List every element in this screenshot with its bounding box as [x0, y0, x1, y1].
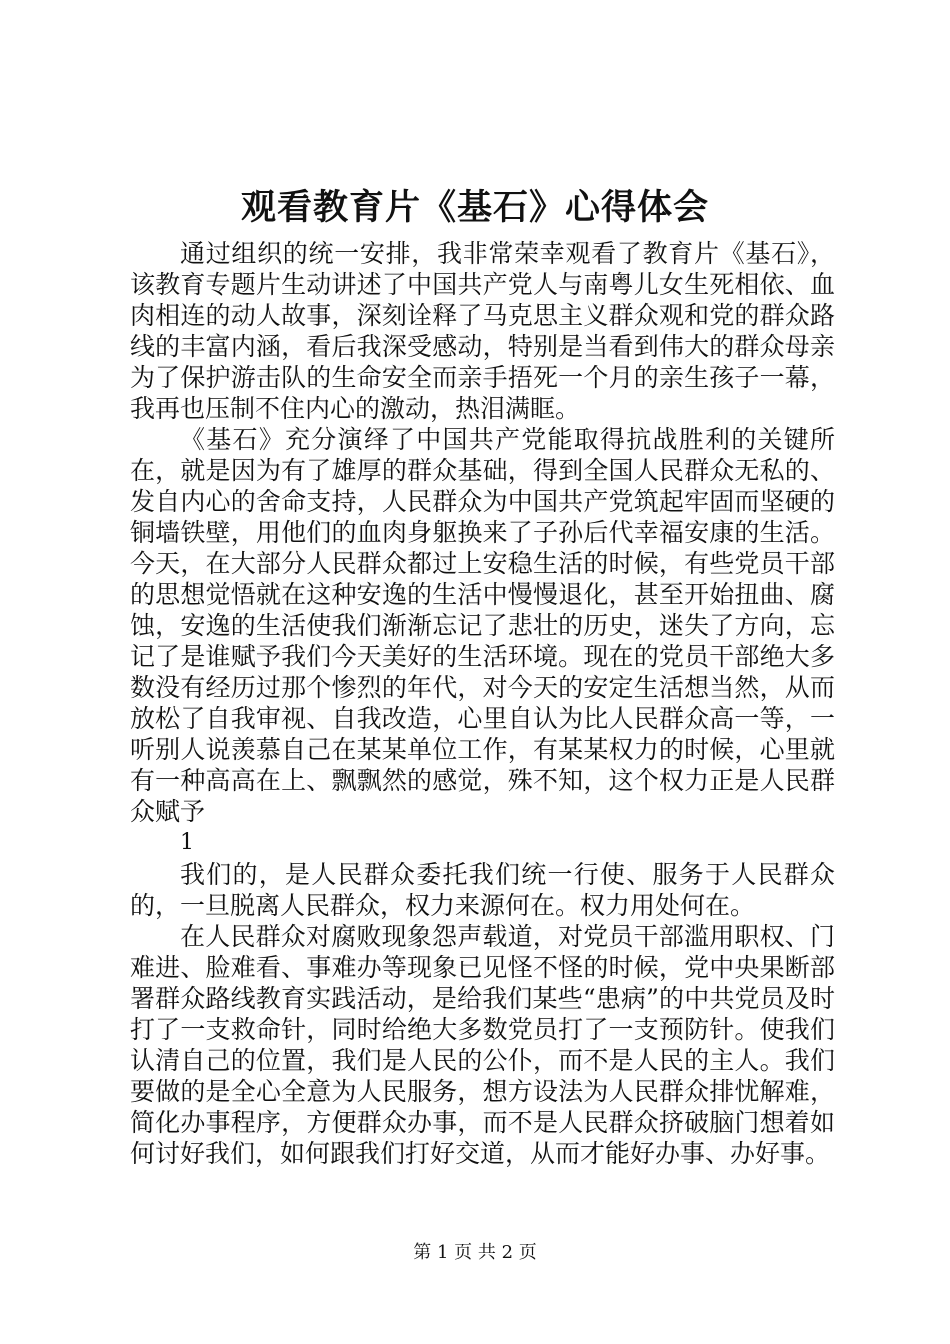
paragraph-2: 《基石》充分演绎了中国共产党能取得抗战胜利的关键所在，就是因为有了雄厚的群众基础，得到全国人民群众无私的、发自内心的舍命支持，人民群众为中国共产党筑起牢固而坚硬的铜墙铁壁，用他们的血肉身躯换来了子孙后代幸福安康的生活。今天，在大部分人民群众都过上安稳生活的时候，有些党员干部的思想觉悟就在这种安逸的生活中慢慢退化，甚至开始扭曲、腐蚀，安逸的生活使我们渐渐忘记了悲壮的历史，迷失了方向，忘记了是谁赋予我们今天美好的生活环境。现在的党员干部绝大多数没有经历过那个惨烈的年代，对今天的安定生活想当然，从而放松了自我审视、自我改造，心里自认为比人民群众高一等，一听别人说羡慕自己在某某单位工作，有某某权力的时候，心里就有一种高高在上、飘飘然的感觉，殊不知，这个权力正是人民群众赋予 [130, 425, 835, 826]
paragraph-3: 我们的，是人民群众委托我们统一行使、服务于人民群众的，一旦脱离人民群众，权力来源何在。权力用处何在。 [130, 860, 835, 920]
document-body [130, 238, 835, 1169]
paragraph-1: 通过组织的统一安排，我非常荣幸观看了教育片《基石》，该教育专题片生动讲述了中国共产党人与南粤儿女生死相依、血肉相连的动人故事，深刻诠释了马克思主义群众观和党的群众路线的丰富内涵，看后我深受感动，特别是当看到伟大的群众母亲为了保护游击队的生命安全而亲手捂死一个月的亲生孩子一幕，我再也压制不住内心的激动，热泪满眶。 [130, 239, 835, 423]
page-footer: 第 1 页 共 2 页 [413, 1242, 537, 1263]
paragraph-4: 在人民群众对腐败现象怨声载道，对党员干部滥用职权、门难进、脸难看、事难办等现象已见怪不怪的时候，党中央果断部署群众路线教育实践活动，是给我们某些“患病”的中共党员及时打了一支救命针，同时给绝大多数党员打了一支预防针。使我们认清自己的位置，我们是人民的公仆，而不是人民的主人。我们要做的是全心全意为人民服务，想方设法为人民群众排忧解难，简化办事程序，方便群众办事，而不是人民群众挤破脑门想着如何讨好我们，如何跟我们打好交道，从而才能好办事、办好事。 [130, 922, 835, 1168]
document-title: 观看教育片《基石》心得体会 [240, 187, 709, 228]
inline-page-number: 1 [180, 830, 194, 855]
